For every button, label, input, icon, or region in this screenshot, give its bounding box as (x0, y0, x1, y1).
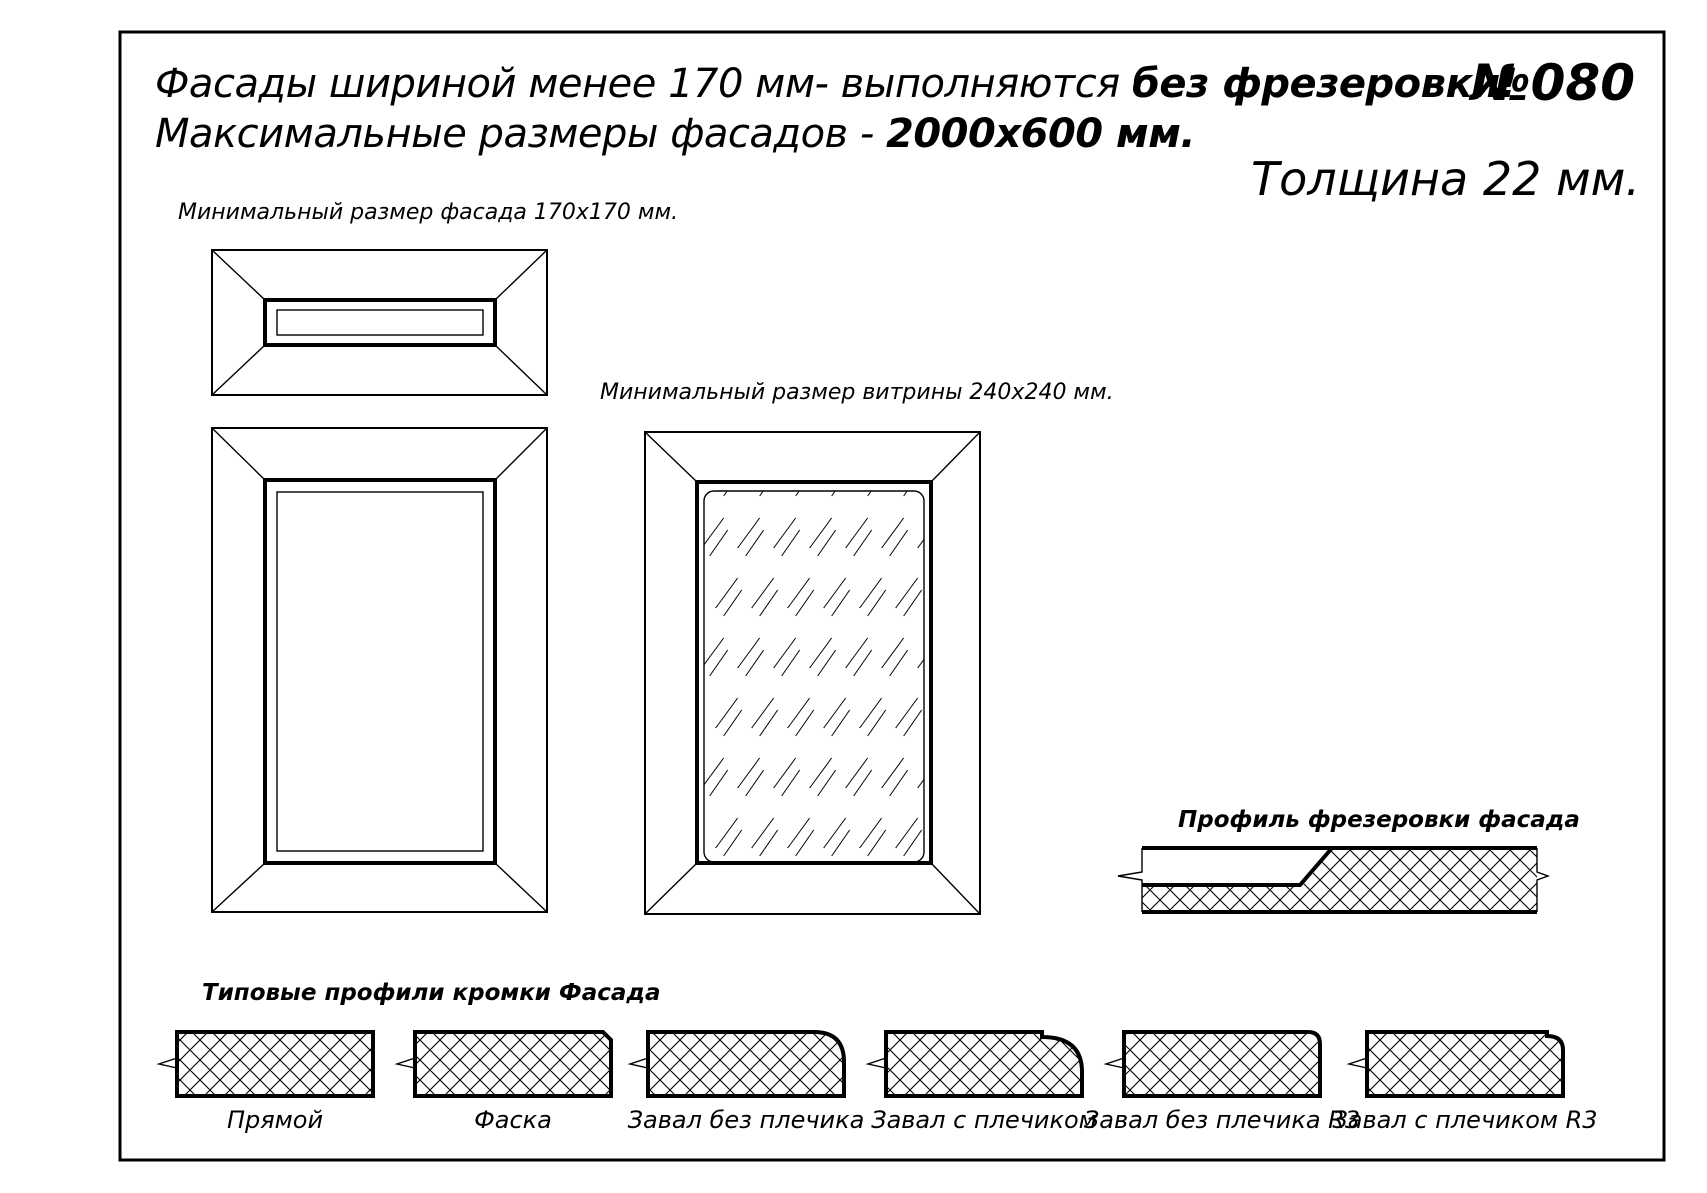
min-vitrine-caption: Минимальный размер витрины 240х240 мм. (600, 380, 1114, 405)
header-line-1: Фасады шириной менее 170 мм- выполняются без фрезеровки! (155, 61, 1518, 107)
edge-profile-label: Завал с плечиком R3 (1332, 1106, 1598, 1134)
edge-profile-label: Фаска (474, 1106, 552, 1134)
edge-profile-4 (868, 1032, 1097, 1134)
edge-profiles-title: Типовые профили кромки Фасада (202, 980, 661, 1006)
milling-profile-drawing (1118, 848, 1548, 912)
milling-profile-caption: Профиль фрезеровки фасада (1178, 807, 1580, 833)
thickness-label: Толщина 22 мм. (1251, 152, 1640, 206)
model-number: №080 (1470, 54, 1635, 112)
header-line-2: Максимальные размеры фасадов - 2000х600 мм. (155, 111, 1196, 157)
edge-profile-5 (1084, 1032, 1360, 1134)
edge-profile-6 (1332, 1032, 1597, 1134)
edge-profile-label: Завал без плечика R3 (1083, 1106, 1361, 1134)
edge-profile-label: Прямой (226, 1106, 324, 1134)
edge-profile-label: Завал без плечика (627, 1106, 865, 1134)
edge-profile-3 (628, 1032, 865, 1134)
min-facade-caption: Минимальный размер фасада 170х170 мм. (178, 200, 679, 225)
edge-profile-label: Завал с плечиком (871, 1106, 1097, 1134)
